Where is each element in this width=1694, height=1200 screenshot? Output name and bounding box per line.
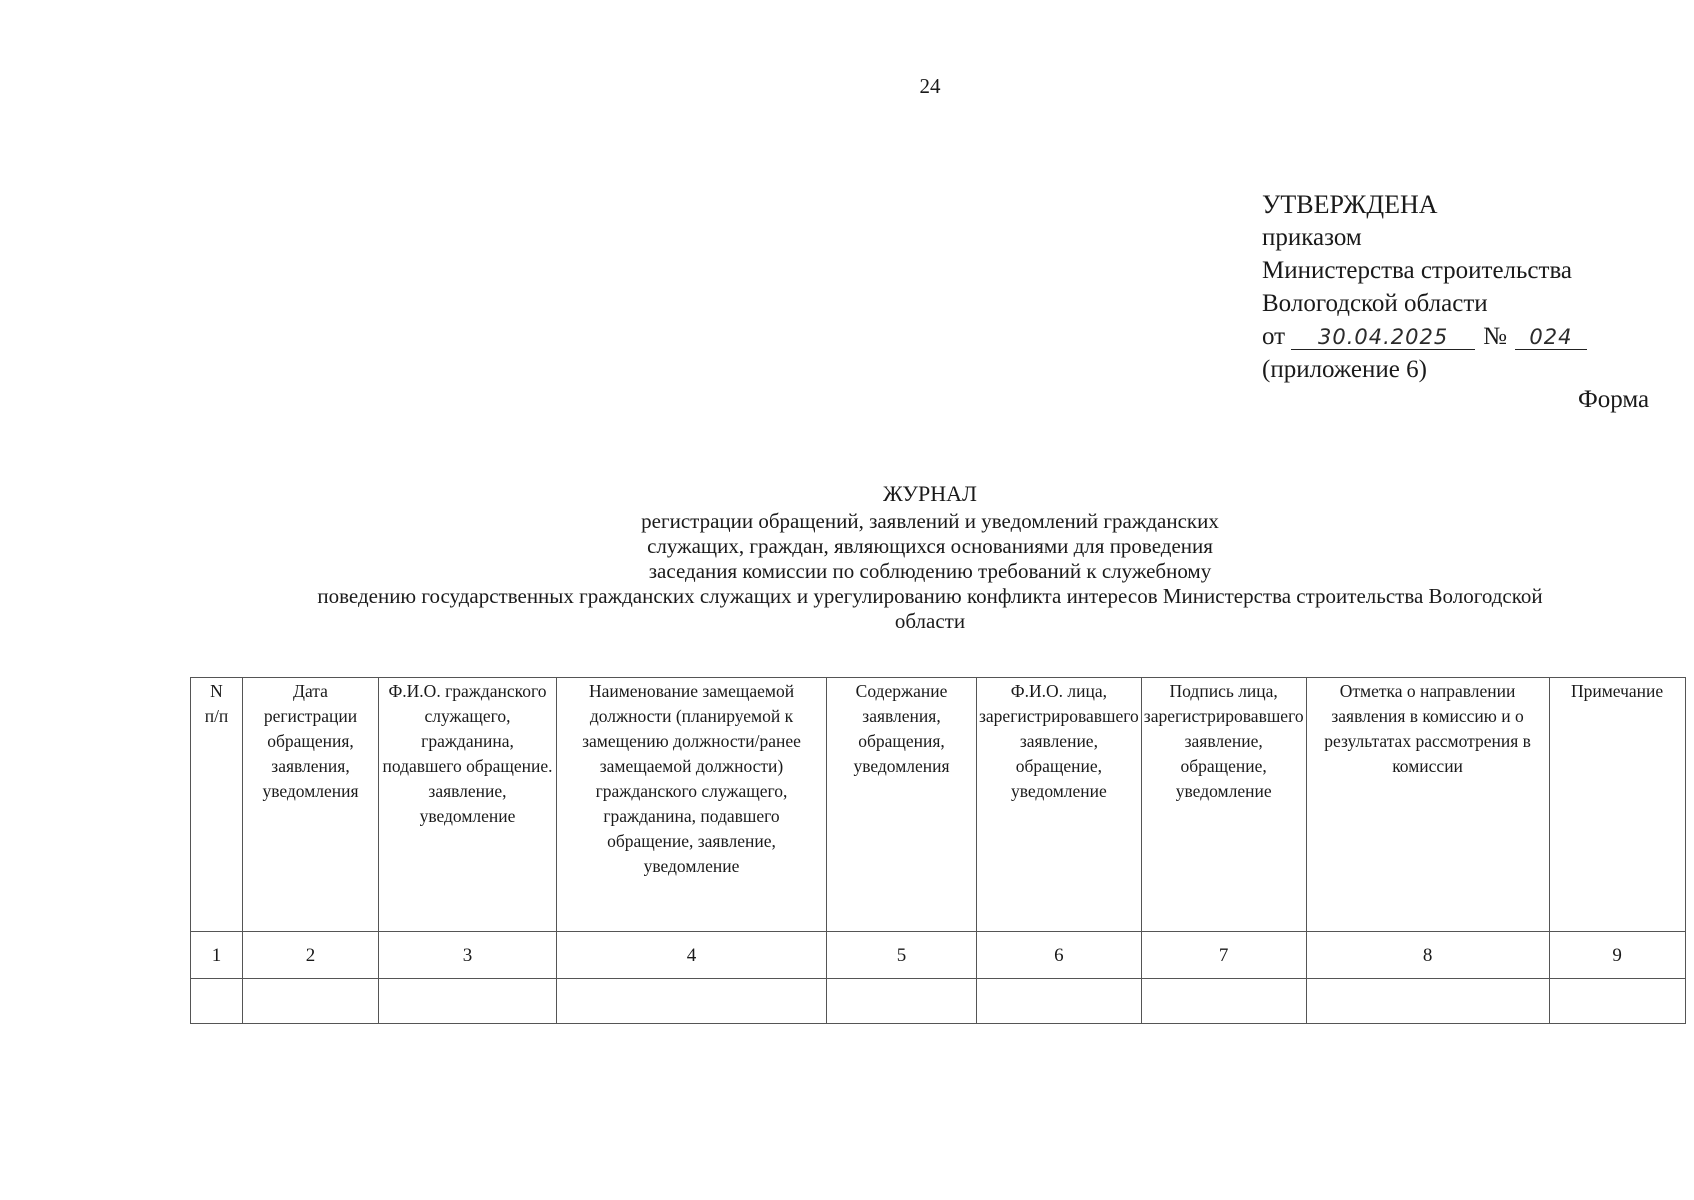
approval-date-line [1262,320,1587,353]
column-number-cell: 3 [379,932,557,979]
empty-cell [557,979,827,1024]
column-number-cell: 4 [557,932,827,979]
approval-line-order: приказом [1262,224,1362,251]
header-cell-note: Примечание [1549,678,1685,932]
header-cell-position: Наименование замещаемой должности (планируемой к замещению должности/ранее замещаемой должности) гражданского служащего, гражданина, подавшего обращение, заявление, уведомление [557,678,827,932]
journal-subtitle-line: поведению государственных гражданских служащих и урегулированию конфликта интересов Министерства строительства Вологодской [317,584,1543,608]
approval-block [1262,188,1587,386]
column-number-cell: 8 [1306,932,1549,979]
empty-cell [243,979,379,1024]
empty-cell [977,979,1142,1024]
journal-subtitle-line: области [894,609,966,633]
column-number-cell: 2 [243,932,379,979]
column-number-cell: 6 [977,932,1142,979]
header-cell-commission-mark: Отметка о направлении заявления в комиссию и о результатах рассмотрения в комиссии [1306,678,1549,932]
journal-subtitle-line: заседания комиссии по соблюдению требований к служебному [648,559,1212,583]
journal-table [190,677,1686,1024]
column-number-cell: 9 [1549,932,1685,979]
empty-cell [1549,979,1685,1024]
from-label: от [1262,323,1286,350]
table-header-row [191,678,1686,932]
empty-cell [1141,979,1306,1024]
empty-cell [827,979,977,1024]
journal-subtitle-line: служащих, граждан, являющихся основаниями для проведения [647,534,1213,558]
empty-cell [1306,979,1549,1024]
form-label: Форма [1578,386,1650,413]
empty-cell [379,979,557,1024]
column-number-cell: 1 [191,932,243,979]
header-cell-content: Содержание заявления, обращения, уведомления [827,678,977,932]
header-cell-registration-date: Дата регистрации обращения, заявления, уведомления [243,678,379,932]
header-cell-number: N п/п [191,678,243,932]
approval-title: УТВЕРЖДЕНА [1262,190,1438,219]
column-number-cell: 5 [827,932,977,979]
header-cell-registrar-signature: Подпись лица, зарегистрировавшего заявление, обращение, уведомление [1141,678,1306,932]
approval-line-ministry: Министерства строительства [1262,257,1573,284]
header-cell-applicant-name: Ф.И.О. гражданского служащего, гражданина, подавшего обращение. заявление, уведомление [379,678,557,932]
journal-subtitle-line: регистрации обращений, заявлений и уведомлений гражданских [641,509,1219,533]
table-row-empty [191,979,1686,1024]
order-number: 024 [1515,325,1587,350]
table-row [191,932,1686,979]
page-number: 24 [919,74,941,98]
number-sign: № [1483,323,1507,350]
order-date: 30.04.2025 [1291,325,1475,350]
empty-cell [191,979,243,1024]
column-number-cell: 7 [1141,932,1306,979]
header-cell-registrar-name: Ф.И.О. лица, зарегистрировавшего заявление, обращение, уведомление [977,678,1142,932]
approval-line-region: Вологодской области [1262,290,1488,317]
approval-annex: (приложение 6) [1262,356,1427,383]
journal-title: ЖУРНАЛ [883,481,977,506]
journal-heading [180,481,1680,634]
